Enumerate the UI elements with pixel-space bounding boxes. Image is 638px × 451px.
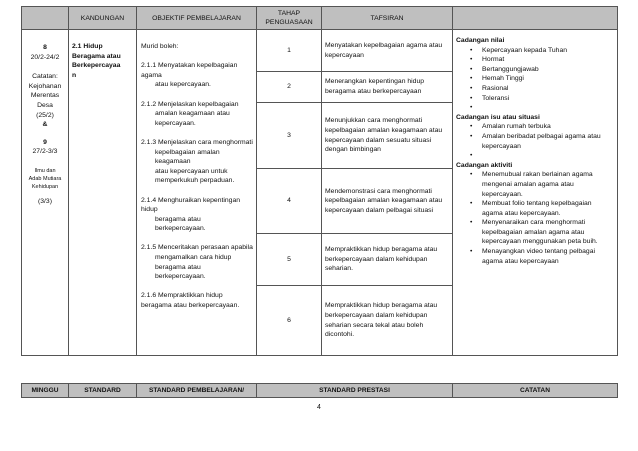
list-item: • Toleransi	[470, 94, 614, 104]
objektif-item-head: 2.1.5 Menceritakan perasaan apabila	[141, 244, 253, 252]
nilai-title: Cadangan nilai	[456, 37, 505, 44]
standard-line: Berkepercayaa	[72, 62, 121, 70]
objektif-item-line: atau kepercayaan untuk	[155, 167, 228, 175]
event-line: Desa	[37, 101, 53, 109]
footer-standard-pembelajaran: STANDARD PEMBELAJARAN/	[137, 384, 257, 398]
list-item	[470, 151, 614, 161]
objektif-item-head: 2.1.4 Menghuraikan kepentingan hidup	[141, 196, 241, 214]
week-number-2: 9	[43, 138, 47, 146]
standard-line: n	[72, 71, 77, 79]
objektif-item-line: atau kepercayaan.	[155, 81, 211, 89]
subject-line: Adab Mutiara	[28, 175, 62, 182]
objektif-item-line: mengamalkan cara hidup	[155, 254, 232, 262]
objektif-intro: Murid boleh:	[141, 43, 179, 50]
aktiviti-list	[456, 170, 614, 266]
list-item	[470, 103, 614, 113]
objektif-item-line: kepelbagaian amalan keagamaan	[155, 148, 220, 166]
standard-cell	[69, 30, 137, 356]
list-item: • Hormat	[470, 55, 614, 65]
tafsiran-text: Menyatakan kepelbagaian agama atau kepercayaan	[322, 30, 453, 72]
event-line: Merentas	[30, 92, 60, 100]
tafsiran-text: Mendemonstrasi cara menghormati kepelbagaian amalan keagamaan atau kepercayaan dalam pelbagai situasi	[322, 169, 453, 234]
objektif-item-head: 2.1.1 Menyatakan kepelbagaian agama	[141, 62, 238, 79]
list-item: • Menemubual rakan berlainan agama mengenai amalan agama atau kepercayaan.	[470, 170, 614, 199]
header-tafsiran: TAFSIRAN	[322, 7, 453, 30]
header-objektif: OBJEKTIF PEMBELAJARAN	[137, 7, 257, 30]
catatan-cell	[453, 30, 618, 356]
footer-standard-prestasi: STANDARD PRESTASI	[257, 384, 453, 398]
nilai-list	[456, 46, 614, 113]
objektif-item-head: 2.1.6 Mempraktikkan hidup beragama atau berkepercayaan.	[141, 292, 240, 310]
week-cell	[22, 30, 69, 356]
lesson-plan-table	[21, 6, 618, 356]
objektif-item-line: memperkukuh perpaduan.	[155, 177, 235, 185]
week-dates-2: 27/2-3/3	[32, 148, 58, 156]
footer-standard: STANDARD	[69, 384, 137, 398]
tafsiran-text: Menunjukkan cara menghormati kepelbagaian amalan keagamaan atau kepercayaan dalam sesuatu situasi dengan bimbingan	[322, 103, 453, 169]
tahap-level: 2	[257, 72, 322, 103]
subject-line: Ilmu dan	[34, 167, 56, 174]
objektif-item-head: 2.1.3 Menjelaskan cara menghormati	[141, 138, 253, 146]
isu-list	[456, 122, 614, 160]
header-kandungan: KANDUNGAN	[69, 7, 137, 30]
objektif-item-head: 2.1.2 Menjelaskan kepelbagaian	[141, 100, 239, 108]
list-item: • Hemah Tinggi	[470, 74, 614, 84]
isu-title: Cadangan isu atau situasi	[456, 113, 540, 121]
footer-catatan: CATATAN	[453, 384, 618, 398]
table-header-row	[22, 7, 618, 30]
standard-line: Beragama atau	[72, 52, 121, 60]
header-week	[22, 7, 69, 30]
tafsiran-text: Mempraktikkan hidup beragama atau berkepercayaan dalam kehidupan seharian.	[322, 234, 453, 286]
table-row	[22, 30, 618, 72]
subject-line: Kehidupan	[31, 183, 59, 190]
standard-line: 2.1 Hidup	[72, 43, 103, 50]
objektif-item-line: amalan keagamaan atau	[155, 110, 230, 118]
event-line: Kejohanan	[28, 82, 62, 90]
tahap-level: 4	[257, 169, 322, 234]
week-dates: 20/2-24/2	[30, 53, 60, 61]
list-item: • Menyenaraikan cara menghormati kepelbagaian amalan agama atau kepercayaan menggunakan peta buih.	[470, 218, 614, 247]
header-tahap: TAHAP PENGUASAAN	[257, 7, 322, 30]
page-number: 4	[317, 404, 321, 411]
tafsiran-text: Menerangkan kepentingan hidup beragama atau berkepercayaan	[322, 72, 453, 103]
lesson-count: (3/3)	[38, 197, 52, 205]
list-item: • Rasional	[470, 84, 614, 94]
objektif-item-line: kepercayaan.	[155, 119, 196, 127]
tahap-level: 6	[257, 286, 322, 356]
footer-minggu: MINGGU	[22, 384, 69, 398]
header-catatan	[453, 7, 618, 30]
objektif-item-line: beragama atau berkepercayaan.	[155, 215, 206, 233]
objektif-cell	[137, 30, 257, 356]
aktiviti-title: Cadangan aktiviti	[456, 161, 513, 169]
list-item: • Bertanggungjawab	[470, 65, 614, 75]
event-line: (25/2)	[36, 111, 54, 119]
week-number: 8	[43, 44, 47, 51]
next-page-header-table	[21, 383, 618, 398]
list-item: • Amalan beribadat pelbagai agama atau kepercayaan	[470, 132, 614, 151]
tahap-level: 5	[257, 234, 322, 286]
tahap-level: 3	[257, 103, 322, 169]
ampersand: &	[42, 121, 48, 129]
objektif-item-line: beragama atau berkepercayaan.	[155, 263, 206, 281]
tafsiran-text: Mempraktikkan hidup beragama atau berkepercayaan dalam kehidupan seharian secara tekal atau boleh dicontohi.	[322, 286, 453, 356]
list-item: • Amalan rumah terbuka	[470, 122, 614, 132]
catatan-label: Catatan:	[32, 73, 58, 81]
list-item: • Membuat folio tentang kepelbagaian agama atau kepercayaan.	[470, 199, 614, 218]
list-item: • Kepercayaan kepada Tuhan	[470, 46, 614, 56]
list-item: • Menayangkan video tentang pelbagai agama atau kepercayaan	[470, 247, 614, 266]
tahap-level: 1	[257, 30, 322, 72]
